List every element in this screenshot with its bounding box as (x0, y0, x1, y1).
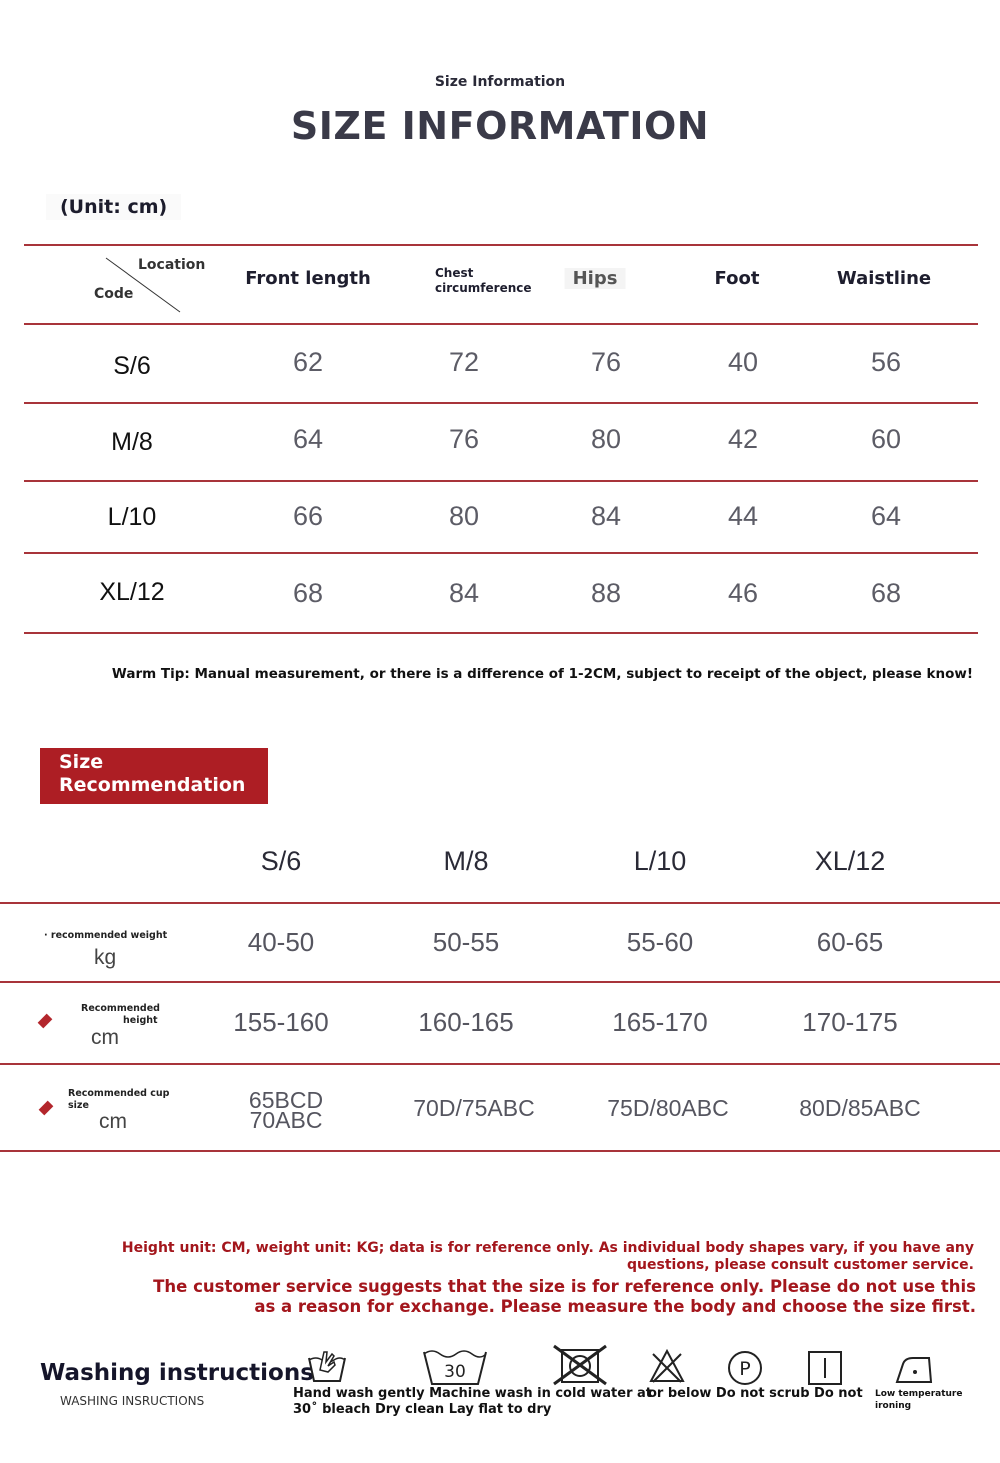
table-cell: 76 (590, 347, 622, 377)
washing-title: Washing instructions (40, 1360, 314, 1386)
machine-wash-30-icon (422, 1344, 488, 1386)
low-iron-icon (893, 1350, 935, 1386)
table-cell: 72 (448, 347, 480, 377)
rec-value: 50-55 (432, 927, 500, 957)
table-cell: 40 (727, 347, 759, 377)
row-code-s: S/6 (113, 352, 151, 380)
badge-line-2: Recommendation (59, 774, 246, 796)
rec-size-s: S/6 (260, 846, 302, 876)
table-cell: 68 (292, 578, 324, 608)
unit-label: (Unit: cm) (46, 194, 181, 220)
rec-rule (0, 1150, 1000, 1152)
col-header-front-length: Front length (245, 268, 371, 289)
table-cell: 56 (870, 347, 902, 377)
col-header-foot: Foot (714, 268, 760, 289)
washing-subtitle: WASHING INSRUCTIONS (60, 1394, 205, 1408)
table-cell: 84 (448, 578, 480, 608)
no-bleach-icon (648, 1348, 686, 1384)
table-row-rule (24, 402, 978, 404)
rec-size-xl: XL/12 (814, 846, 886, 876)
rec-value: 170-175 (802, 1007, 898, 1037)
table-cell: 68 (870, 578, 902, 608)
table-header-rule (24, 323, 978, 325)
table-cell: 80 (448, 501, 480, 531)
rec-size-m: M/8 (443, 846, 489, 876)
svg-text:P: P (739, 1358, 751, 1380)
height-label-line1: Recommended (81, 1003, 160, 1014)
rec-value-line: 65BCD (248, 1087, 324, 1113)
cup-label-line2: size (68, 1100, 89, 1111)
rec-value: 160-165 (418, 1007, 514, 1037)
corner-code-label: Code (94, 286, 134, 302)
col-header-waistline: Waistline (836, 268, 932, 289)
diamond-bullet-icon (38, 1014, 53, 1029)
washing-instructions-text: Hand wash gently Machine wash in cold water at 30˚ bleach Dry clean Lay flat to dry (293, 1386, 653, 1417)
table-cell: 46 (727, 578, 759, 608)
table-bottom-rule (24, 632, 978, 634)
weight-unit: kg (94, 946, 117, 969)
exchange-note: The customer service suggests that the size is for reference only. Please do not use this as a reason for exchange. Please measure the body and choose the size first. (153, 1277, 976, 1316)
dry-clean-p-icon (726, 1350, 764, 1386)
warm-tip: Warm Tip: Manual measurement, or there is a difference of 1-2CM, subject to receipt of the object, please know! (111, 666, 973, 682)
col-header-hips: Hips (565, 268, 626, 289)
rec-rule (0, 902, 1000, 904)
hand-wash-icon (306, 1348, 348, 1384)
reference-note: Height unit: CM, weight unit: KG; data is for reference only. As individual body shapes vary, if you have any questions, please consult customer service. (121, 1240, 974, 1273)
row-code-l: L/10 (107, 503, 157, 531)
table-cell: 80 (590, 424, 622, 454)
table-cell: 44 (727, 501, 759, 531)
table-cell: 76 (448, 424, 480, 454)
table-cell: 66 (292, 501, 324, 531)
table-cell: 60 (870, 424, 902, 454)
col-header-chest: Chest circumference (435, 266, 532, 295)
rec-value: 80D/85ABC (799, 1095, 921, 1121)
table-top-rule (24, 244, 978, 246)
cup-unit: cm (99, 1110, 127, 1133)
rec-value: 40-50 (247, 927, 315, 957)
table-cell: 88 (590, 578, 622, 608)
row-code-m: M/8 (111, 428, 153, 456)
table-row-rule (24, 480, 978, 482)
rec-rule (0, 981, 1000, 983)
table-row-rule (24, 552, 978, 554)
washing-instructions-text-2: or below Do not scrub Do not (648, 1386, 863, 1401)
wash-temperature: 30 (444, 1362, 466, 1382)
rec-value: 155-160 (233, 1007, 329, 1037)
rec-value-line: 70ABC (249, 1107, 323, 1133)
weight-label: · recommended weight (44, 930, 168, 941)
corner-location-label: Location (138, 257, 206, 273)
rec-size-l: L/10 (633, 846, 687, 876)
badge-line-1: Size (59, 751, 104, 773)
page-kicker: Size Information (434, 74, 566, 90)
rec-value: 165-170 (612, 1007, 708, 1037)
rec-value: 70D/75ABC (413, 1095, 535, 1121)
size-recommendation-badge (40, 748, 268, 804)
diamond-bullet-icon (39, 1101, 54, 1116)
table-cell: 64 (292, 424, 324, 454)
rec-value: 55-60 (626, 927, 694, 957)
low-temperature-ironing-text: Low temperature ironing (875, 1389, 963, 1411)
line-dry-icon (806, 1350, 844, 1386)
height-unit: cm (91, 1026, 119, 1049)
no-tumble-dry-icon (552, 1344, 608, 1386)
rec-value: 60-65 (816, 927, 884, 957)
page-title: SIZE INFORMATION (290, 104, 710, 148)
rec-rule (0, 1063, 1000, 1065)
table-cell: 64 (870, 501, 902, 531)
table-cell: 84 (590, 501, 622, 531)
row-code-xl: XL/12 (99, 578, 165, 606)
height-label-line2: height (123, 1015, 158, 1026)
rec-value: 75D/80ABC (607, 1095, 729, 1121)
cup-label-line1: Recommended cup (68, 1088, 170, 1099)
table-cell: 62 (292, 347, 324, 377)
table-cell: 42 (727, 424, 759, 454)
rec-value-multiline (248, 1087, 324, 1133)
